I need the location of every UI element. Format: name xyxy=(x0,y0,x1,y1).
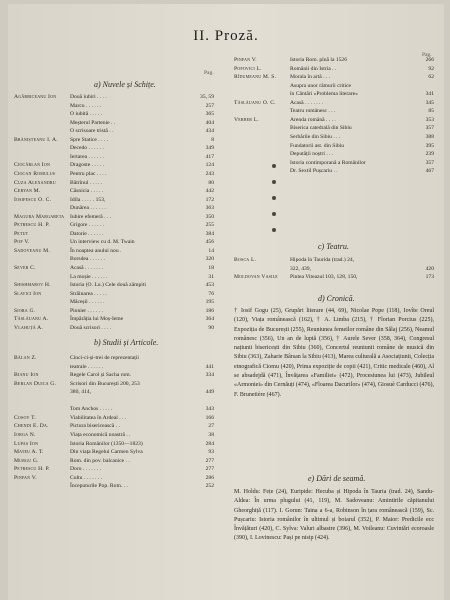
work-title: Tom Anchos . . . . . xyxy=(70,406,113,413)
author-name: Murgu G. xyxy=(14,457,39,464)
work-title: Din viața Regelui Carmen Sylva xyxy=(70,449,143,456)
work-title: Cultu . . . . . . . xyxy=(70,474,103,481)
work-title: Istoria Românilor (1350—1823) xyxy=(70,440,143,447)
author-name: Ceryan M. xyxy=(14,188,41,195)
nuvele-row xyxy=(14,204,214,212)
author-name: Vlahuță A. xyxy=(14,324,44,331)
work-title: Acasă . . . . . . . xyxy=(70,265,104,271)
page-number: 442 xyxy=(205,188,214,195)
work-title: 380, 414, xyxy=(70,389,91,396)
page-number: 388 xyxy=(425,133,434,140)
page-column-label-right: Pag. xyxy=(422,52,432,58)
studii-row xyxy=(14,380,214,388)
studii-cont-row xyxy=(234,56,434,64)
nuvele-row xyxy=(14,119,214,127)
nuvele-row xyxy=(14,230,214,238)
work-title: Doru . . . . . . . xyxy=(70,466,102,473)
author-name: Verber L. xyxy=(234,116,259,123)
studii-row xyxy=(14,448,214,456)
nuvele-row xyxy=(14,255,214,263)
work-title: Două iubiri . . . . xyxy=(70,94,107,100)
page-number: 357 xyxy=(425,159,434,166)
page-number: 349 xyxy=(205,145,214,152)
page-number: 80 xyxy=(208,179,214,186)
nuvele-row xyxy=(14,281,214,289)
work-title: Meșterul Parteniе . . xyxy=(70,119,116,126)
studii-row xyxy=(14,405,214,413)
work-title: Viața economică noastră . . xyxy=(70,431,131,438)
page-number: 334 xyxy=(205,372,214,379)
work-title: Regele Carol și Sacha rom. xyxy=(70,372,132,379)
author-name: Chendi E. Da. xyxy=(14,423,49,430)
work-title: Pentru plac . . . . xyxy=(70,170,107,177)
nuvele-row xyxy=(14,247,214,255)
page-number: 277 xyxy=(205,466,214,473)
section-studii-heading: b) Studii și Articole. xyxy=(94,338,159,347)
author-name: Sever C. xyxy=(14,265,36,271)
page-number: 395 xyxy=(425,142,434,149)
page-number: 257 xyxy=(205,102,214,109)
studii-cont-row xyxy=(234,107,434,115)
work-title: Două scrisori . . . . xyxy=(70,324,112,331)
work-title: Grigore . . . . . . xyxy=(70,222,105,229)
work-title: Împărăția lui Moș-Ieme xyxy=(70,316,124,323)
list-bullet xyxy=(272,180,276,184)
teatru-row xyxy=(234,273,434,281)
nuvele-row xyxy=(14,290,214,298)
work-title: Cinci-ci-și-trei de reprezentații xyxy=(70,355,139,361)
nuvele-row xyxy=(14,315,214,323)
author-name: Bianu Ion xyxy=(14,372,39,379)
nuvele-row xyxy=(14,221,214,229)
nuvele-row xyxy=(14,324,214,332)
author-name: Petrescu H. P. xyxy=(14,466,50,473)
nuvele-row xyxy=(14,307,214,315)
author-name: Brănișteanu I. A. xyxy=(14,136,58,143)
page-number: 8 xyxy=(211,136,214,143)
page-number: 453 xyxy=(205,282,214,289)
author-name: Tăslăuanu A. xyxy=(14,316,49,323)
list-bullet xyxy=(272,164,276,168)
work-title: Fundatorii ast. din Sibiu xyxy=(290,142,345,149)
section-nuvele-heading: a) Nuvele și Schițe. xyxy=(94,80,156,89)
nuvele-row xyxy=(14,298,214,306)
work-title: Teatru românesc . . . xyxy=(290,108,336,115)
page-number: 166 xyxy=(205,414,214,421)
work-title: O iubită . . . . . xyxy=(70,111,103,118)
page-number: 35, 59 xyxy=(200,94,214,100)
work-title: Căsnicia . . . . . xyxy=(70,188,104,195)
studii-cont-row xyxy=(234,159,434,167)
studii-row xyxy=(14,363,214,371)
work-title: O scrisoare tristă . . xyxy=(70,128,114,135)
author-name: Petrescu H. P. xyxy=(14,222,50,229)
page-number: 172 xyxy=(205,196,214,203)
studii-cont-row xyxy=(234,167,434,175)
page-number: 62 xyxy=(428,74,434,81)
work-title: Decedo . . . . . . xyxy=(70,145,104,152)
work-title: Scrisori din București 200, 253 xyxy=(70,380,140,387)
author-name: Magura Margareta xyxy=(14,213,65,220)
nuvele-row xyxy=(14,179,214,187)
page-number: 27 xyxy=(208,423,214,430)
work-title: Arenda română . . . . xyxy=(290,116,336,123)
page-number: 90 xyxy=(208,324,214,331)
page-number: 284 xyxy=(205,440,214,447)
author-name: Bosca L. xyxy=(234,257,257,263)
page-number: 417 xyxy=(205,153,214,160)
work-title: Asupra unor rămurii critice xyxy=(290,82,352,89)
page-number: 277 xyxy=(205,457,214,464)
work-title: Dr. Sextil Pușcariu . . xyxy=(290,168,338,175)
work-title: Serbările din Sibiu . . . xyxy=(290,133,341,140)
work-title: Acasă . . . . . . . xyxy=(290,99,324,106)
studii-row xyxy=(14,440,214,448)
studii-cont-row xyxy=(234,133,434,141)
work-title: Iubire efemeră . . . xyxy=(70,213,112,220)
studii-row xyxy=(14,482,214,490)
page-number: 363 xyxy=(205,205,214,212)
author-name: Slavici Ion xyxy=(14,290,42,297)
studii-row xyxy=(14,388,214,396)
nuvele-row xyxy=(14,136,214,144)
nuvele-row xyxy=(14,264,214,272)
work-title: Străinarea . . . . . xyxy=(70,290,107,297)
page-number: 255 xyxy=(205,222,214,229)
author-name: Agârbiceanu Ion xyxy=(14,94,57,100)
nuvele-row xyxy=(14,127,214,135)
work-title: Pionier . . . . . . xyxy=(70,307,103,314)
author-name: Petut xyxy=(14,230,29,237)
studii-cont-row xyxy=(234,65,434,73)
studii-cont-row xyxy=(234,82,434,90)
page-number: 441 xyxy=(205,363,214,370)
studii-cont-row xyxy=(234,150,434,158)
page-number: 18 xyxy=(208,265,214,271)
page-number: 420 xyxy=(425,265,434,272)
page-title: II. Proză. xyxy=(193,28,259,44)
page-number: 266 xyxy=(425,57,434,63)
work-title: Biserica catedrală din Sibiu xyxy=(290,125,352,132)
page-number: 350 xyxy=(205,213,214,220)
studii-row xyxy=(14,414,214,422)
studii-row xyxy=(14,422,214,430)
nuvele-row xyxy=(14,196,214,204)
studii-row xyxy=(14,354,214,362)
page-number: 243 xyxy=(205,170,214,177)
work-title: 322, 439, xyxy=(290,265,311,272)
page-number: 85 xyxy=(428,108,434,115)
author-name: Iosifescu O. C. xyxy=(14,196,52,203)
nuvele-row xyxy=(14,213,214,221)
author-name: Popovici L. xyxy=(234,65,262,72)
page-number: 404 xyxy=(205,119,214,126)
studii-cont-row xyxy=(234,73,434,81)
work-title: Românii din Istria . . xyxy=(290,65,337,72)
nuvele-row xyxy=(14,273,214,281)
work-title: Pictura bisericească . . xyxy=(70,423,120,430)
page-number: 341 xyxy=(425,91,434,98)
work-title: Istoria (O. Lu.) Cele două zâmpiti xyxy=(70,282,146,289)
dari-paragraph: M. Holdu: Fețe (24), Euripide: Hecuba și Hipoda în Tauria (trad. 24), Sandu-Aldea: În urma plugului (41, 119), M. Sadoveanu: Amintirile căpitanului Gheorghiță (117). I. Gorun: Taina a 6-a, Robinson în țara românească (159), Sc. Pușcariu: Istoria românilor în ultimul și boiarul (352), P. Maior: Predicile ecc Învățături (420), C. Sylva: Valuri albastre (396), M. Voileanu: Cuvintări ecoroasle (390), I. Lovinescu: Pași pe nisip (424). xyxy=(234,489,434,542)
nuvele-row xyxy=(14,170,214,178)
page-number: 76 xyxy=(208,290,214,297)
work-title: Măceșii . . . . . . xyxy=(70,299,105,306)
work-title: Dunărea . . . . . . xyxy=(70,205,106,212)
author-name: Ciocan Romulus xyxy=(14,170,56,177)
work-title: Borsdea . . . . . . xyxy=(70,256,106,263)
author-name: Ciocârlan Ion xyxy=(14,162,51,169)
nuvele-row xyxy=(14,110,214,118)
nuvele-row xyxy=(14,187,214,195)
page-number: 365 xyxy=(205,111,214,118)
page-number: 124 xyxy=(205,162,214,169)
page-number: 14 xyxy=(208,247,214,254)
nuvele-row xyxy=(14,238,214,246)
page-number: 38 xyxy=(208,431,214,438)
work-title: Dragoste . . . . . xyxy=(70,162,105,169)
teatru-row xyxy=(234,265,434,273)
work-title: În noaptea anului nou . xyxy=(70,247,122,254)
work-title: în Cântări «Problema literare» xyxy=(290,91,358,98)
section-dari-heading: e) Dări de seamă. xyxy=(308,474,366,483)
author-name: Tăslăuanu O. C. xyxy=(234,99,276,106)
book-page xyxy=(8,4,444,600)
studii-cont-row xyxy=(234,142,434,150)
work-title: La moșie . . . . . . xyxy=(70,273,108,280)
author-name: Berlan Duica G. xyxy=(14,380,57,387)
studii-row xyxy=(14,431,214,439)
work-title: Bătrînul . . . . . xyxy=(70,179,103,186)
work-title: Istoria Rom. pînă la 1526 xyxy=(290,57,348,63)
work-title: Viabilitatea în Ardeal . . . xyxy=(70,414,127,421)
work-title: Datorie . . . . . . xyxy=(70,230,104,237)
page-number: 93 xyxy=(208,449,214,456)
author-name: Cuza Alexandru xyxy=(14,179,56,186)
teatru-row xyxy=(234,256,434,264)
work-title: Pintea Viteazul 103, 128, 150, xyxy=(290,274,358,281)
work-title: Iertarea . . . . . . xyxy=(70,153,104,160)
nuvele-row xyxy=(14,161,214,169)
page-number: 92 xyxy=(428,65,434,72)
section-teatru-heading: c) Teatru. xyxy=(318,242,349,251)
author-name: Pinfan V. xyxy=(234,57,257,63)
author-name: Mateu A. T. xyxy=(14,449,44,456)
page-number: 467 xyxy=(425,168,434,175)
page-number: 434 xyxy=(205,128,214,135)
page-number: 343 xyxy=(205,406,214,413)
list-bullet xyxy=(272,196,276,200)
author-name: Bălan Z. xyxy=(14,355,37,361)
work-title: Istoria contimporană a Românilor xyxy=(290,159,366,166)
studii-row xyxy=(14,465,214,473)
author-name: Siora G. xyxy=(14,307,36,314)
page-number: 357 xyxy=(425,125,434,132)
studii-cont-row xyxy=(234,90,434,98)
page-number: 345 xyxy=(425,99,434,106)
page-number: 456 xyxy=(205,239,214,246)
nuvele-row xyxy=(14,144,214,152)
page-number: 353 xyxy=(425,116,434,123)
list-bullet xyxy=(272,212,276,216)
studii-cont-row xyxy=(234,124,434,132)
studii-row xyxy=(14,474,214,482)
author-name: Pinfan V. xyxy=(14,474,37,481)
list-bullet xyxy=(272,228,276,232)
cronica-paragraph: † Iosif Gogu (25), Grupări literare (44, 69), Nicolae Pope (118), Iovîte Oreul (120), Viața românească (162), † A. Limba (215), † Florian Porcius (225), Expoziția de București (255), Reuniunea femeilor române din Sălaj (256), Neamul românesc (356), Un an de luptă (356), † Aurele Sever (358, 364), Congresul națiunii bisericești din Sibiu (360), Concertul reuniunii române de musică din Sibiu (363), Zaharie Bârsan la Sibiu (413), Marea culturală a Asociațiunii, Colecția etnografică Ciomu (420), Prima expoziție de copii (421), Critic medicale (460), Al se absadejdă (471), Învățarea «Familiei» (472), Procesiunea lui (473), Jubileul «Armoniei» din Cernăuți (474), «Floarea Dacurilor» (474), Giosuè Carducci (476), F. Brunetière (467). xyxy=(234,308,434,398)
studii-row xyxy=(14,397,214,405)
author-name: Moldovan Vasile xyxy=(234,274,278,281)
author-name: Iorga N. xyxy=(14,431,36,438)
page-number: 449 xyxy=(205,389,214,396)
studii-cont-row xyxy=(234,116,434,124)
work-title: Hipoda în Taurida (trad.) 24, xyxy=(290,257,355,263)
work-title: teatrale . . . . . . xyxy=(70,363,104,370)
work-title: Rom. din pov. balcanice . . xyxy=(70,457,130,464)
page-number: 173 xyxy=(425,274,434,281)
page-number: 384 xyxy=(205,230,214,237)
author-name: Cosoy T. xyxy=(14,414,36,421)
studii-row xyxy=(14,457,214,465)
work-title: Spre Statice . . . . xyxy=(70,136,109,143)
work-title: Idila . . . . . 153, xyxy=(70,196,106,203)
page-number: 31 xyxy=(208,273,214,280)
nuvele-row xyxy=(14,93,214,101)
work-title: Deputății noștri . . . xyxy=(290,151,334,158)
studii-row xyxy=(14,371,214,379)
section-cronica-heading: d) Cronică. xyxy=(318,294,355,303)
nuvele-row xyxy=(14,153,214,161)
work-title: Marcu . . . . . . xyxy=(70,102,102,109)
page-number: 239 xyxy=(425,151,434,158)
work-title: Începuturile Pop. Rom. . . xyxy=(70,483,128,490)
author-name: Pop V. xyxy=(14,239,30,246)
nuvele-row xyxy=(14,102,214,110)
page-column-label-left: Pag. xyxy=(204,70,214,76)
studii-cont-row xyxy=(234,99,434,107)
page-number: 252 xyxy=(205,483,214,490)
page-number: 195 xyxy=(205,299,214,306)
author-name: Lupas Ion xyxy=(14,440,39,447)
work-title: Un interview cu d. M. Twain xyxy=(70,239,135,246)
page-number: 364 xyxy=(205,316,214,323)
author-name: Sadoveanu M. xyxy=(14,247,50,254)
page-number: 186 xyxy=(205,307,214,314)
work-title: Morala în artă . . . xyxy=(290,74,331,81)
page-number: 286 xyxy=(205,474,214,481)
page-number: 320 xyxy=(205,256,214,263)
author-name: Rîdumeanu M. S. xyxy=(234,74,277,81)
author-name: Shishmarov H. xyxy=(14,282,51,289)
